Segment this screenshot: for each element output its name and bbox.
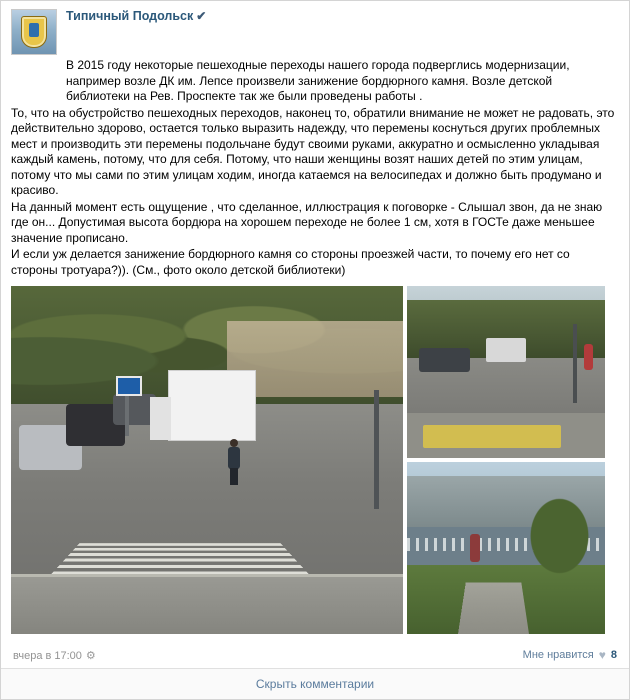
- post-paragraph-4: И если уж делается занижение бордюрного камня со стороны проезжей части, то почему его нет со стороны тротуара?)). (См., фото около детской библиотеки): [11, 247, 570, 277]
- post-header: [1, 1, 629, 55]
- pedestrian-head: [230, 439, 238, 447]
- white-truck: [168, 370, 256, 442]
- post-paragraph-3: На данный момент есть ощущение , что сделанное, иллюстрация к поговорке - Слышал звон, да не знаю где он... Допустимая высота бордюра на хорошем переходе не более 1 см, хотя в ГОСТе даже меньшее значение прописано.: [11, 199, 603, 245]
- pedestrian-figure: [584, 344, 593, 370]
- white-van: [486, 338, 526, 362]
- pedestrian-figure: [470, 534, 480, 562]
- pedestrian-legs: [230, 468, 238, 485]
- avatar[interactable]: [11, 9, 57, 55]
- pedestrian-body: [228, 447, 240, 469]
- photo-library-path[interactable]: [407, 462, 605, 634]
- street-pole: [374, 390, 379, 508]
- heart-icon[interactable]: ♥: [598, 648, 606, 662]
- parked-car: [419, 348, 470, 372]
- group-name-link[interactable]: Типичный Подольск: [66, 9, 194, 23]
- post-photo-grid: [11, 286, 619, 634]
- walking-path: [458, 583, 529, 634]
- comments-toggle-bar[interactable]: [1, 668, 629, 699]
- like-count: 8: [610, 649, 617, 661]
- city-crest-icon: [21, 16, 47, 48]
- pedestrian-sign-plate: [116, 376, 142, 396]
- crosswalk-sign: [125, 390, 129, 436]
- post-paragraph-2: То, что на обустройство пешеходных переходов, наконец то, обратили внимание не может не радовать, это действительно здорово, остается только выразить надежду, что перемены коснуться других проблемных мест и производить эти перемены подольчане будут своими руками, аккуратно и осмысленно укладывая каждый камень, потому, что для себя. Потому, что наши женщины возят наших детей по этим улицам, потому что мы сами по этим улицам ходим, иногда катаемся на велосипедах и должно быть продумано и красиво.: [11, 105, 615, 197]
- street-pole: [573, 324, 577, 403]
- like-button-label[interactable]: Мне нравится: [522, 649, 594, 661]
- photo-crosswalk-main[interactable]: [11, 286, 403, 634]
- verified-badge-icon: ✔: [196, 9, 207, 23]
- post-footer: [1, 642, 629, 668]
- foreground-tree: [526, 493, 593, 579]
- sidewalk-area: [11, 575, 403, 634]
- hide-comments-link[interactable]: Скрыть комментарии: [255, 677, 375, 691]
- gear-icon[interactable]: ⚙: [85, 650, 96, 662]
- photo-side-column: [407, 286, 619, 634]
- pedestrian-figure: [227, 439, 241, 485]
- like-block[interactable]: [523, 648, 617, 662]
- post-header-text: [57, 9, 619, 55]
- post-text: [1, 55, 629, 278]
- photo-curb-tactile[interactable]: [407, 286, 605, 458]
- post-paragraph-1: В 2015 году некоторые пешеходные переходы нашего города подверглись модернизации, например возле ДК им. Лепсе произвели занижение бордюрного камня. Возле детской библиотеки на Рев. Проспекте так же были проведены работы .: [66, 58, 570, 103]
- post-timestamp[interactable]: вчера в 17:00: [13, 650, 82, 662]
- tactile-paving: [423, 425, 562, 447]
- curb-edge: [11, 574, 403, 577]
- post-timestamp-group: [13, 648, 96, 662]
